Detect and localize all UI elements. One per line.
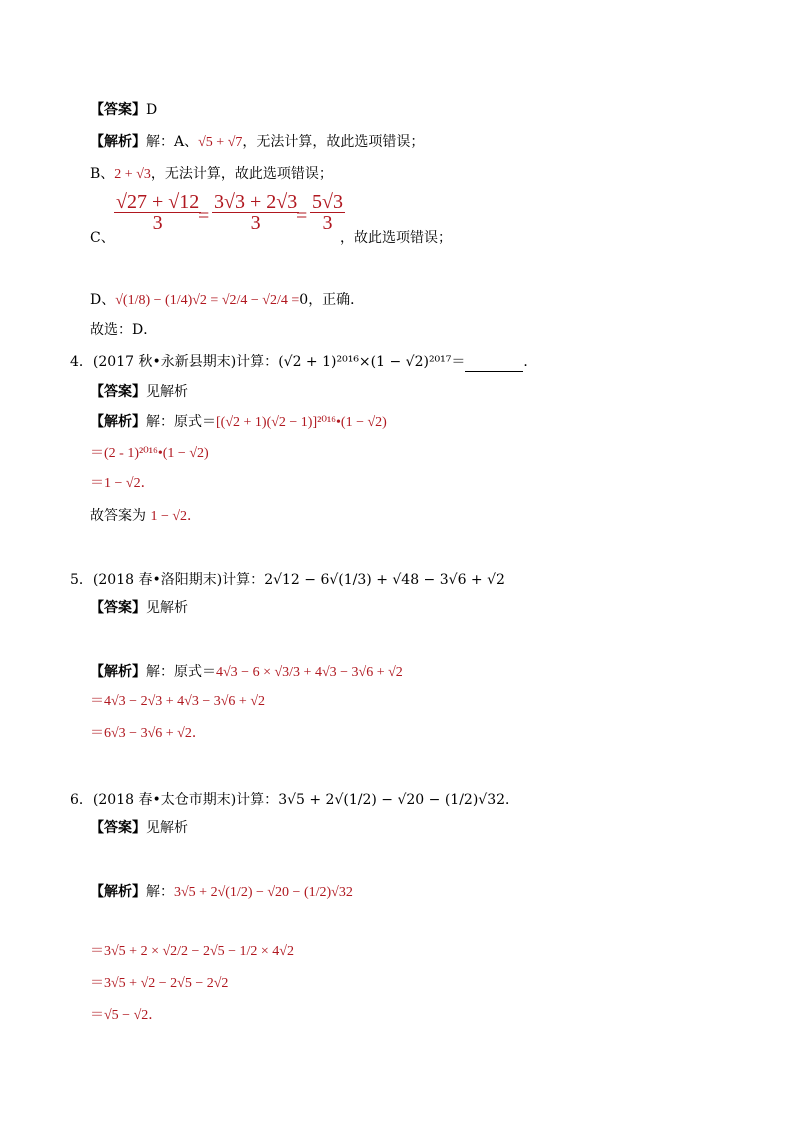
math-expr: 1 − √2．: [150, 509, 202, 524]
math-expr: 2 + √3: [114, 167, 151, 182]
q4-step2: ＝(2 - 1)²⁰¹⁶•(1 − √2): [90, 446, 209, 461]
comment: ，故此选项错误；: [340, 230, 452, 246]
numerator: 5√3: [312, 191, 343, 213]
question-end: ．: [523, 354, 538, 370]
denominator: 3: [322, 212, 333, 234]
q4-step1: [90, 412, 387, 433]
question-6: [70, 790, 519, 810]
question-source: (2017 秋•永新县期末)计算：: [92, 354, 279, 370]
answer-label: 【答案】: [90, 600, 146, 616]
question-4: [70, 352, 537, 372]
final-text: 故答案为: [90, 508, 146, 524]
analysis-label: 【解析】: [90, 664, 146, 680]
math-expr: [(√2 + 1)(√2 − 1)]²⁰¹⁶•(1 − √2): [216, 415, 387, 430]
q5-step3: ＝6√3 − 3√6 + √2．: [90, 726, 206, 741]
question-expr: 2√12 − 6√(1/3) + √48 − 3√6 + √2: [264, 572, 505, 588]
analysis-d: [90, 290, 364, 311]
answer-blank[interactable]: [465, 357, 523, 372]
equals: =: [198, 205, 210, 227]
math-expr: 4√3 − 6 × √3/3 + 4√3 − 3√6 + √2: [216, 665, 403, 680]
q6-step1: [90, 882, 353, 903]
question-expr: (√2 + 1)²⁰¹⁶×(1 − √2)²⁰¹⁷＝: [278, 354, 466, 370]
q6-step4: ＝√5 − √2．: [90, 1008, 163, 1023]
fraction: [114, 192, 201, 233]
question-5: [70, 570, 505, 590]
option-label: B、: [90, 166, 115, 182]
analysis-label: 【解析】: [90, 884, 146, 900]
q4-final: [90, 506, 201, 527]
math-expr: √5 + √7: [198, 135, 243, 150]
analysis-b: [90, 164, 333, 185]
math-expr: 3√5 + 2√(1/2) − √20 − (1/2)√32: [174, 885, 353, 900]
result: 0: [299, 292, 309, 308]
q4-step3: ＝1 − √2．: [90, 476, 155, 491]
analysis-a: [90, 132, 424, 153]
fraction: [212, 192, 299, 233]
option-label: D、: [90, 292, 116, 308]
answer-value: 见解析: [146, 820, 188, 836]
fraction: [310, 192, 345, 233]
answer-line-3: [90, 100, 157, 120]
analysis-text: 解：原式＝: [146, 664, 216, 680]
analysis-text: 解：: [146, 884, 174, 900]
answer-label: 【答案】: [90, 384, 146, 400]
question-expr: 3√5 + 2√(1/2) − √20 − (1/2)√32: [278, 792, 506, 808]
answer-label: 【答案】: [90, 820, 146, 836]
q5-step1: [90, 662, 403, 683]
question-number: 5．: [70, 572, 93, 588]
analysis-label: 【解析】: [90, 134, 146, 150]
question-number: 6．: [70, 792, 93, 808]
q6-step2: ＝3√5 + 2 × √2/2 − 2√5 − 1/2 × 4√2: [90, 944, 294, 959]
denominator: 3: [152, 212, 163, 234]
comment: ，正确．: [308, 292, 365, 308]
analysis-text: 解：原式＝: [146, 414, 216, 430]
q5-step2: ＝4√3 − 2√3 + 4√3 − 3√6 + √2: [90, 694, 265, 709]
comment: ，无法计算，故此选项错误；: [242, 134, 425, 150]
answer-value: D: [146, 102, 158, 118]
question-source: (2018 春•太仓市期末)计算：: [92, 792, 279, 808]
q6-step3: ＝3√5 + √2 − 2√5 − 2√2: [90, 976, 229, 991]
answer-value: 见解析: [146, 384, 188, 400]
numerator: 3√3 + 2√3: [214, 191, 298, 213]
numerator: √27 + √12: [116, 191, 200, 213]
equals: =: [296, 205, 308, 227]
answer-line-5: [90, 598, 188, 618]
answer-line-6: [90, 818, 188, 838]
analysis-label: 【解析】: [90, 414, 146, 430]
answer-line-4: [90, 382, 188, 402]
answer-value: 见解析: [146, 600, 188, 616]
question-number: 4．: [70, 354, 93, 370]
analysis-text: 解：A、: [146, 134, 199, 150]
denominator: 3: [250, 212, 261, 234]
question-end: ．: [505, 792, 520, 808]
comment: ，无法计算，故此选项错误；: [150, 166, 333, 182]
question-source: (2018 春•洛阳期末)计算：: [92, 572, 265, 588]
option-label: C、: [90, 230, 115, 246]
math-expr: √(1/8) − (1/4)√2 = √2/4 − √2/4 =: [115, 293, 300, 308]
answer-label: 【答案】: [90, 102, 146, 118]
conclusion: 故选：D．: [90, 322, 158, 338]
